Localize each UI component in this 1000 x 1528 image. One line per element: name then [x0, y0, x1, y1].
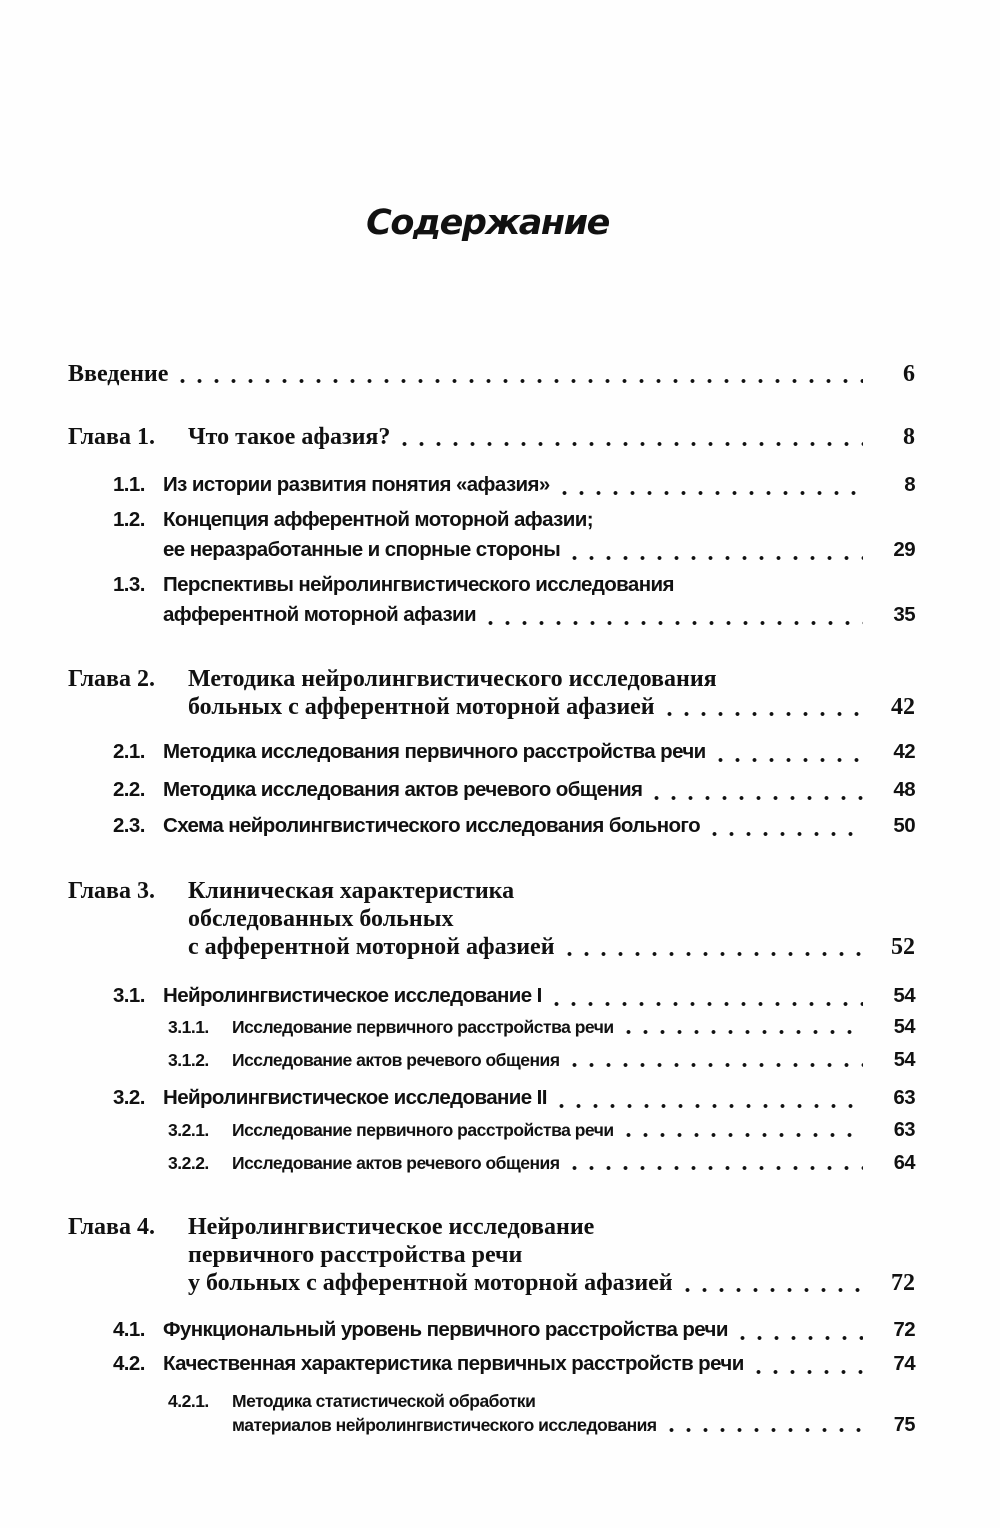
dot-leader: [561, 937, 863, 961]
toc-entry-title: Из истории развития понятия «афазия»: [163, 473, 550, 496]
toc-page-number: 8: [903, 424, 915, 450]
toc-entry-title: Методика исследования актов речевого общения: [163, 778, 643, 801]
toc-page-number: 63: [893, 1119, 915, 1141]
toc-entry: [113, 470, 915, 500]
toc-entry-number: Глава 3.: [68, 878, 155, 904]
toc-entry-title: Качественная характеристика первичных расстройств речи: [163, 1352, 744, 1375]
toc-page-number: 54: [893, 984, 915, 1007]
toc-entry-title: с афферентной моторной афазией: [188, 934, 555, 960]
toc-entry-number: Глава 4.: [68, 1214, 155, 1240]
dot-leader: [661, 697, 863, 721]
dot-leader: [174, 364, 863, 388]
toc-entry-line: [68, 423, 915, 451]
toc-entry-line: [68, 905, 915, 933]
toc-entry-title: Исследование актов речевого общения: [232, 1050, 560, 1070]
toc-entry: [68, 1213, 915, 1297]
toc-entry-line: [168, 1048, 915, 1072]
toc-entry-title: Исследование первичного расстройства речи: [232, 1120, 614, 1140]
toc-page-number: 75: [893, 1414, 915, 1436]
toc-entry-title: Исследование первичного расстройства речи: [232, 1017, 614, 1037]
toc-entry: [113, 811, 915, 841]
toc-entry: [113, 1349, 915, 1379]
toc-entry: [68, 360, 915, 388]
toc-entry-number: 4.2.1.: [168, 1391, 209, 1411]
toc-entry-title: Что такое афазия?: [188, 424, 391, 450]
toc-entry-title: Схема нейролингвистического исследования больного: [163, 814, 701, 837]
toc-entry: [68, 423, 915, 451]
dot-leader: [566, 545, 863, 566]
toc-entry-line: [168, 1118, 915, 1142]
toc-entry-line: [68, 877, 915, 905]
dot-leader: [620, 1125, 863, 1143]
toc-entry: [168, 1048, 915, 1072]
toc-entry-line: [168, 1389, 915, 1413]
toc-entry: [113, 775, 915, 805]
dot-leader: [706, 821, 863, 842]
toc-entry-number: 4.2.: [113, 1352, 145, 1375]
toc-entry-line: [168, 1413, 915, 1437]
toc-entry-title: Нейролингвистическое исследование: [188, 1214, 595, 1240]
toc-entry-line: [113, 470, 915, 500]
toc-entry-line: [68, 933, 915, 961]
toc-entry-line: [113, 1083, 915, 1113]
toc-entry-title: Нейролингвистическое исследование II: [163, 1086, 547, 1109]
toc-entry-title: Нейролингвистическое исследование I: [163, 984, 542, 1007]
toc-page-number: 72: [891, 1270, 915, 1296]
dot-leader: [482, 610, 863, 631]
toc-entry: [68, 877, 915, 961]
toc-entry: [113, 737, 915, 767]
toc-page-number: 42: [893, 740, 915, 763]
toc-entry-line: [113, 1349, 915, 1379]
toc-page-number: 52: [891, 934, 915, 960]
toc-entry-title: Концепция афферентной моторной афазии;: [163, 508, 593, 531]
dot-leader: [396, 427, 863, 451]
toc-entry-title: больных с афферентной моторной афазией: [188, 694, 655, 720]
toc-entry-number: 3.1.1.: [168, 1017, 209, 1037]
toc-entry-line: [68, 1269, 915, 1297]
dot-leader: [679, 1273, 863, 1297]
toc-entry-number: 3.2.2.: [168, 1153, 209, 1173]
toc-entry-number: 3.2.1.: [168, 1120, 209, 1140]
dot-leader: [712, 747, 863, 768]
toc-entry-title: Методика статистической обработки: [232, 1391, 536, 1411]
toc-entry-title: материалов нейролингвистического исследования: [232, 1415, 657, 1435]
dot-leader: [556, 480, 863, 501]
toc-entry-line: [113, 505, 915, 535]
toc-entry-title: Клиническая характеристика: [188, 878, 515, 904]
toc-page-number: 64: [893, 1152, 915, 1174]
toc-entry-number: 1.1.: [113, 473, 145, 496]
toc-entry-line: [113, 535, 915, 565]
toc-entry-title: Перспективы нейролингвистического исследования: [163, 573, 674, 596]
toc-entry: [113, 1083, 915, 1113]
toc-entry-title: афферентной моторной афазии: [163, 603, 477, 626]
toc-entry-number: 2.1.: [113, 740, 145, 763]
toc-entry: [168, 1389, 915, 1437]
toc-entry-title: обследованных больных: [188, 906, 454, 932]
toc-page-number: 54: [893, 1049, 915, 1071]
dot-leader: [648, 785, 863, 806]
toc-entry: [113, 570, 915, 630]
page-title: Содержание: [366, 203, 609, 243]
dot-leader: [548, 991, 863, 1012]
toc-entry-number: 3.1.2.: [168, 1050, 209, 1070]
toc-entry-line: [113, 570, 915, 600]
toc-entry-title: Методика нейролингвистического исследования: [188, 666, 717, 692]
toc-entry: [168, 1015, 915, 1039]
toc-page-number: 50: [893, 814, 915, 837]
toc-entry-line: [168, 1151, 915, 1175]
toc-entry: [68, 665, 915, 721]
toc-page-number: 35: [893, 603, 915, 626]
toc-entry-line: [113, 737, 915, 767]
toc-entry: [113, 505, 915, 565]
toc-page-number: 29: [893, 538, 915, 561]
toc-entry-number: Глава 2.: [68, 666, 155, 692]
toc-entry-title: первичного расстройства речи: [188, 1242, 523, 1268]
toc-entry-line: [68, 1241, 915, 1269]
toc-entry-title: Функциональный уровень первичного расстройства речи: [163, 1318, 728, 1341]
dot-leader: [620, 1022, 863, 1040]
toc-entry-line: [68, 1213, 915, 1241]
toc-entry-number: 1.3.: [113, 573, 145, 596]
toc-page-number: 8: [904, 473, 915, 496]
toc-entry-title: Введение: [68, 361, 169, 387]
toc-entry-line: [68, 665, 915, 693]
toc-entry-line: [68, 693, 915, 721]
toc-entry: [168, 1118, 915, 1142]
toc-entry-number: 4.1.: [113, 1318, 145, 1341]
dot-leader: [734, 1325, 863, 1346]
dot-leader: [663, 1420, 863, 1438]
dot-leader: [750, 1359, 863, 1380]
toc-entry-title: Исследование актов речевого общения: [232, 1153, 560, 1173]
toc-entry-line: [113, 775, 915, 805]
dot-leader: [553, 1093, 863, 1114]
toc-page-number: 54: [893, 1016, 915, 1038]
toc-page-number: 72: [893, 1318, 915, 1341]
toc-entry-line: [113, 600, 915, 630]
toc-entry-line: [113, 811, 915, 841]
toc-entry-number: 3.2.: [113, 1086, 145, 1109]
toc-entry-title: у больных с афферентной моторной афазией: [188, 1270, 673, 1296]
toc-entry: [168, 1151, 915, 1175]
toc-page-number: 48: [893, 778, 915, 801]
toc-entry-title: ее неразработанные и спорные стороны: [163, 538, 561, 561]
dot-leader: [566, 1055, 863, 1073]
toc-page-number: 42: [891, 694, 915, 720]
toc-entry-line: [113, 981, 915, 1011]
toc-entry-title: Методика исследования первичного расстройства речи: [163, 740, 706, 763]
toc-page-number: 63: [893, 1086, 915, 1109]
toc-entry-number: 1.2.: [113, 508, 145, 531]
dot-leader: [566, 1158, 863, 1176]
toc-page-number: 6: [903, 361, 915, 387]
toc-page-number: 74: [893, 1352, 915, 1375]
toc-entry: [113, 981, 915, 1011]
toc-entry-line: [68, 360, 915, 388]
toc-entry-number: 3.1.: [113, 984, 145, 1007]
toc-entry-line: [168, 1015, 915, 1039]
toc-entry: [113, 1315, 915, 1345]
toc-entry-number: 2.2.: [113, 778, 145, 801]
toc-entry-number: 2.3.: [113, 814, 145, 837]
toc-entry-line: [113, 1315, 915, 1345]
toc-entry-number: Глава 1.: [68, 424, 155, 450]
